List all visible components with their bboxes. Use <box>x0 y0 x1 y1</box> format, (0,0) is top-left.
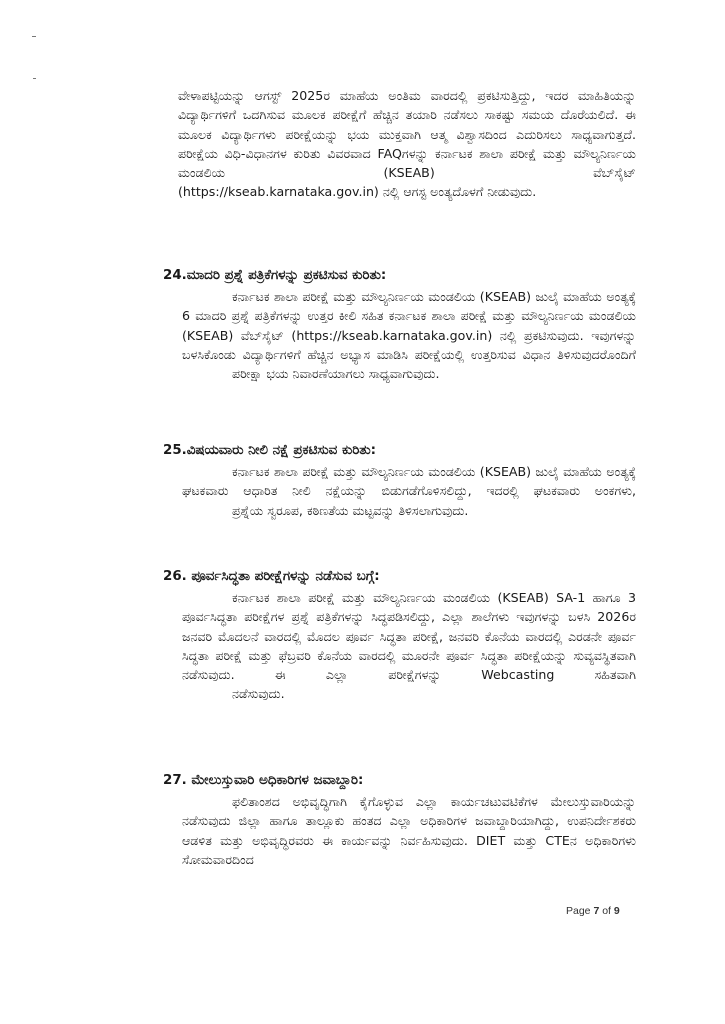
section-paragraph <box>182 287 636 383</box>
page-label: Page <box>566 905 591 917</box>
section-paragraph <box>182 588 636 704</box>
scan-mark <box>32 36 36 37</box>
section-last-line: ಪ್ರಶ್ನೆಯ ಸ್ವರೂಪ, ಕಠಿಣತೆಯ ಮಟ್ಟವನ್ನು ತಿಳಿಸಲಾಗುವುದು. <box>232 502 469 518</box>
section-25 <box>163 441 636 520</box>
section-text: ಕರ್ನಾಟಕ ಶಾಲಾ ಪರೀಕ್ಷೆ ಮತ್ತು ಮೌಲ್ಯನಿರ್ಣಯ ಮಂಡಲಿಯ (KSEAB) SA-1 ಹಾಗೂ 3 ಪೂರ್ವಸಿದ್ಧತಾ ಪರೀಕ್ಷೆಗಳ ಪ್ರಶ್ನೆ ಪತ್ರಿಕೆಗಳನ್ನು ಸಿದ್ಧಪಡಿಸಲಿದ್ದು, ಎಲ್ಲಾ ಶಾಲೆಗಳು ಇವುಗಳನ್ನು ಬಳಸಿ 2026ರ ಜನವರಿ ಮೊದಲನೆ ವಾರದಲ್ಲಿ ಮೊದಲ ಪೂರ್ವ ಸಿದ್ಧತಾ ಪರೀಕ್ಷೆ, ಜನವರಿ ಕೊನೆಯ ವಾರದಲ್ಲಿ ಎರಡನೇ ಪೂರ್ವ ಸಿದ್ಧತಾ ಪರೀಕ್ಷೆ ಮತ್ತು ಫೆಬ್ರವರಿ ಕೊನೆಯ ವಾರದಲ್ಲಿ ಮೂರನೇ ಪೂರ್ವ ಸಿದ್ಧತಾ ಪರೀಕ್ಷೆಯನ್ನು ಸುವ್ಯವಸ್ಥಿತವಾಗಿ ನಡೆಸುವುದು. ಈ ಎಲ್ಲಾ ಪರೀಕ್ಷೆಗಳನ್ನು Webcasting ಸಹಿತವಾಗಿ <box>182 590 636 683</box>
scan-mark <box>33 78 36 79</box>
intro-text: ವೇಳಾಪಟ್ಟಿಯನ್ನು ಆಗಸ್ಟ್ 2025ರ ಮಾಹೆಯ ಅಂತಿಮ ವಾರದಲ್ಲಿ ಪ್ರಕಟಿಸುತ್ತಿದ್ದು, ಇದರ ಮಾಹಿತಿಯನ್ನು ವಿದ್ಯಾರ್ಥಿಗಳಿಗೆ ಒದಗಿಸುವ ಮೂಲಕ ಪರೀಕ್ಷೆಗೆ ಹೆಚ್ಚಿನ ತಯಾರಿ ನಡೆಸಲು ಸಾಕಷ್ಟು ಸಮಯ ದೊರೆಯಲಿದೆ. ಈ ಮೂಲಕ ವಿದ್ಯಾರ್ಥಿಗಳು ಪರೀಕ್ಷೆಯನ್ನು ಭಯ ಮುಕ್ತವಾಗಿ ಆತ್ಮ ವಿಶ್ವಾಸದಿಂದ ಎದುರಿಸಲು ಸಾಧ್ಯವಾಗುತ್ತದೆ. ಪರೀಕ್ಷೆಯ ವಿಧಿ-ವಿಧಾನಗಳ ಕುರಿತು ವಿವರವಾದ FAQಗಳನ್ನು ಕರ್ನಾಟಕ ಶಾಲಾ ಪರೀಕ್ಷೆ ಮತ್ತು ಮೌಲ್ಯನಿರ್ಣಯ ಮಂಡಲಿಯ (KSEAB) ವೆಬ್‌ಸೈಟ್ <box>178 88 636 181</box>
section-paragraph <box>182 462 636 520</box>
intro-last-line: (https://kseab.karnataka.gov.in) ನಲ್ಲಿ ಆಗಸ್ಟ ಅಂತ್ಯದೊಳಗೆ ನೀಡುವುದು. <box>178 184 537 200</box>
page-footer <box>566 905 620 917</box>
page-number: 7 <box>593 905 600 917</box>
section-text: ಫಲಿತಾಂಶದ ಅಭಿವೃದ್ಧಿಗಾಗಿ ಕೈಗೊಳ್ಳುವ ಎಲ್ಲಾ ಕಾರ್ಯಚಟುವಟಿಕೆಗಳ ಮೇಲುಸ್ತುವಾರಿಯನ್ನು ನಡೆಸುವುದು ಜಿಲ್ಲಾ ಹಾಗೂ ತಾಲ್ಲೂಕು ಹಂತದ ಎಲ್ಲಾ ಅಧಿಕಾರಿಗಳ ಜವಾಬ್ದಾರಿಯಾಗಿದ್ದು, ಉಪನಿರ್ದೇಶಕರು ಆಡಳಿತ ಮತ್ತು ಅಭಿವೃದ್ಧಿರವರು ಈ ಕಾರ್ಯವನ್ನು ನಿರ್ವಹಿಸುವುದು. DIET ಮತ್ತು CTEನ ಅಧಿಕಾರಿಗಳು ಸೋಮವಾರದಿಂದ <box>182 794 636 867</box>
section-text: ಕರ್ನಾಟಕ ಶಾಲಾ ಪರೀಕ್ಷೆ ಮತ್ತು ಮೌಲ್ಯನಿರ್ಣಯ ಮಂಡಲಿಯ (KSEAB) ಜುಲೈ ಮಾಹೆಯ ಅಂತ್ಯಕ್ಕೆ 6 ಮಾದರಿ ಪ್ರಶ್ನೆ ಪತ್ರಿಕೆಗಳನ್ನು ಉತ್ತರ ಕೀಲಿ ಸಹಿತ ಕರ್ನಾಟಕ ಶಾಲಾ ಪರೀಕ್ಷೆ ಮತ್ತು ಮೌಲ್ಯನಿರ್ಣಯ ಮಂಡಲಿಯ (KSEAB) ವೆಬ್‌ಸೈಟ್ (https://kseab.karnataka.gov.in) ನಲ್ಲಿ ಪ್ರಕಟಿಸುವುದು. ಇವುಗಳನ್ನು ಬಳಸಿಕೊಂಡು ವಿದ್ಯಾರ್ಥಿಗಳಿಗೆ ಹೆಚ್ಚಿನ ಅಭ್ಯಾಸ ಮಾಡಿಸಿ ಪರೀಕ್ಷೆಯಲ್ಲಿ ಉತ್ತರಿಸುವ ವಿಧಾನ ತಿಳಿಸುವುದರೊಂದಿಗೆ <box>182 289 636 362</box>
section-24 <box>163 266 636 383</box>
section-last-line: ಪರೀಕ್ಷಾ ಭಯ ನಿವಾರಣೆಯಾಗಲು ಸಾಧ್ಯವಾಗುವುದು. <box>232 366 440 382</box>
section-heading: 24.ಮಾದರಿ ಪ್ರಶ್ನೆ ಪತ್ರಿಕೆಗಳನ್ನು ಪ್ರಕಟಿಸುವ ಕುರಿತು: <box>163 268 387 283</box>
page-total: 9 <box>613 905 620 917</box>
section-heading: 27. ಮೇಲುಸ್ತುವಾರಿ ಅಧಿಕಾರಿಗಳ ಜವಾಬ್ದಾರಿ: <box>163 773 364 788</box>
section-27 <box>163 771 636 869</box>
intro-paragraph-block <box>178 86 636 202</box>
section-heading: 25.ವಿಷಯವಾರು ನೀಲಿ ನಕ್ಷೆ ಪ್ರಕಟಿಸುವ ಕುರಿತು: <box>163 443 377 458</box>
section-26 <box>163 567 636 704</box>
page-of-label: of <box>602 905 611 917</box>
section-last-line: ನಡೆಸುವುದು. <box>232 686 285 702</box>
section-heading: 26. ಪೂರ್ವಸಿದ್ಧತಾ ಪರೀಕ್ಷೆಗಳನ್ನು ನಡೆಸುವ ಬಗ್ಗೆ: <box>163 569 380 584</box>
intro-paragraph <box>178 86 636 202</box>
section-paragraph <box>182 792 636 869</box>
section-text: ಕರ್ನಾಟಕ ಶಾಲಾ ಪರೀಕ್ಷೆ ಮತ್ತು ಮೌಲ್ಯನಿರ್ಣಯ ಮಂಡಲಿಯ (KSEAB) ಜುಲೈ ಮಾಹೆಯ ಅಂತ್ಯಕ್ಕೆ ಘಟಕವಾರು ಆಧಾರಿತ ನೀಲಿ ನಕ್ಷೆಯನ್ನು ಬಿಡುಗಡೆಗೊಳಿಸಲಿದ್ದು, ಇದರಲ್ಲಿ ಘಟಕವಾರು ಅಂಕಗಳು, <box>182 464 636 499</box>
